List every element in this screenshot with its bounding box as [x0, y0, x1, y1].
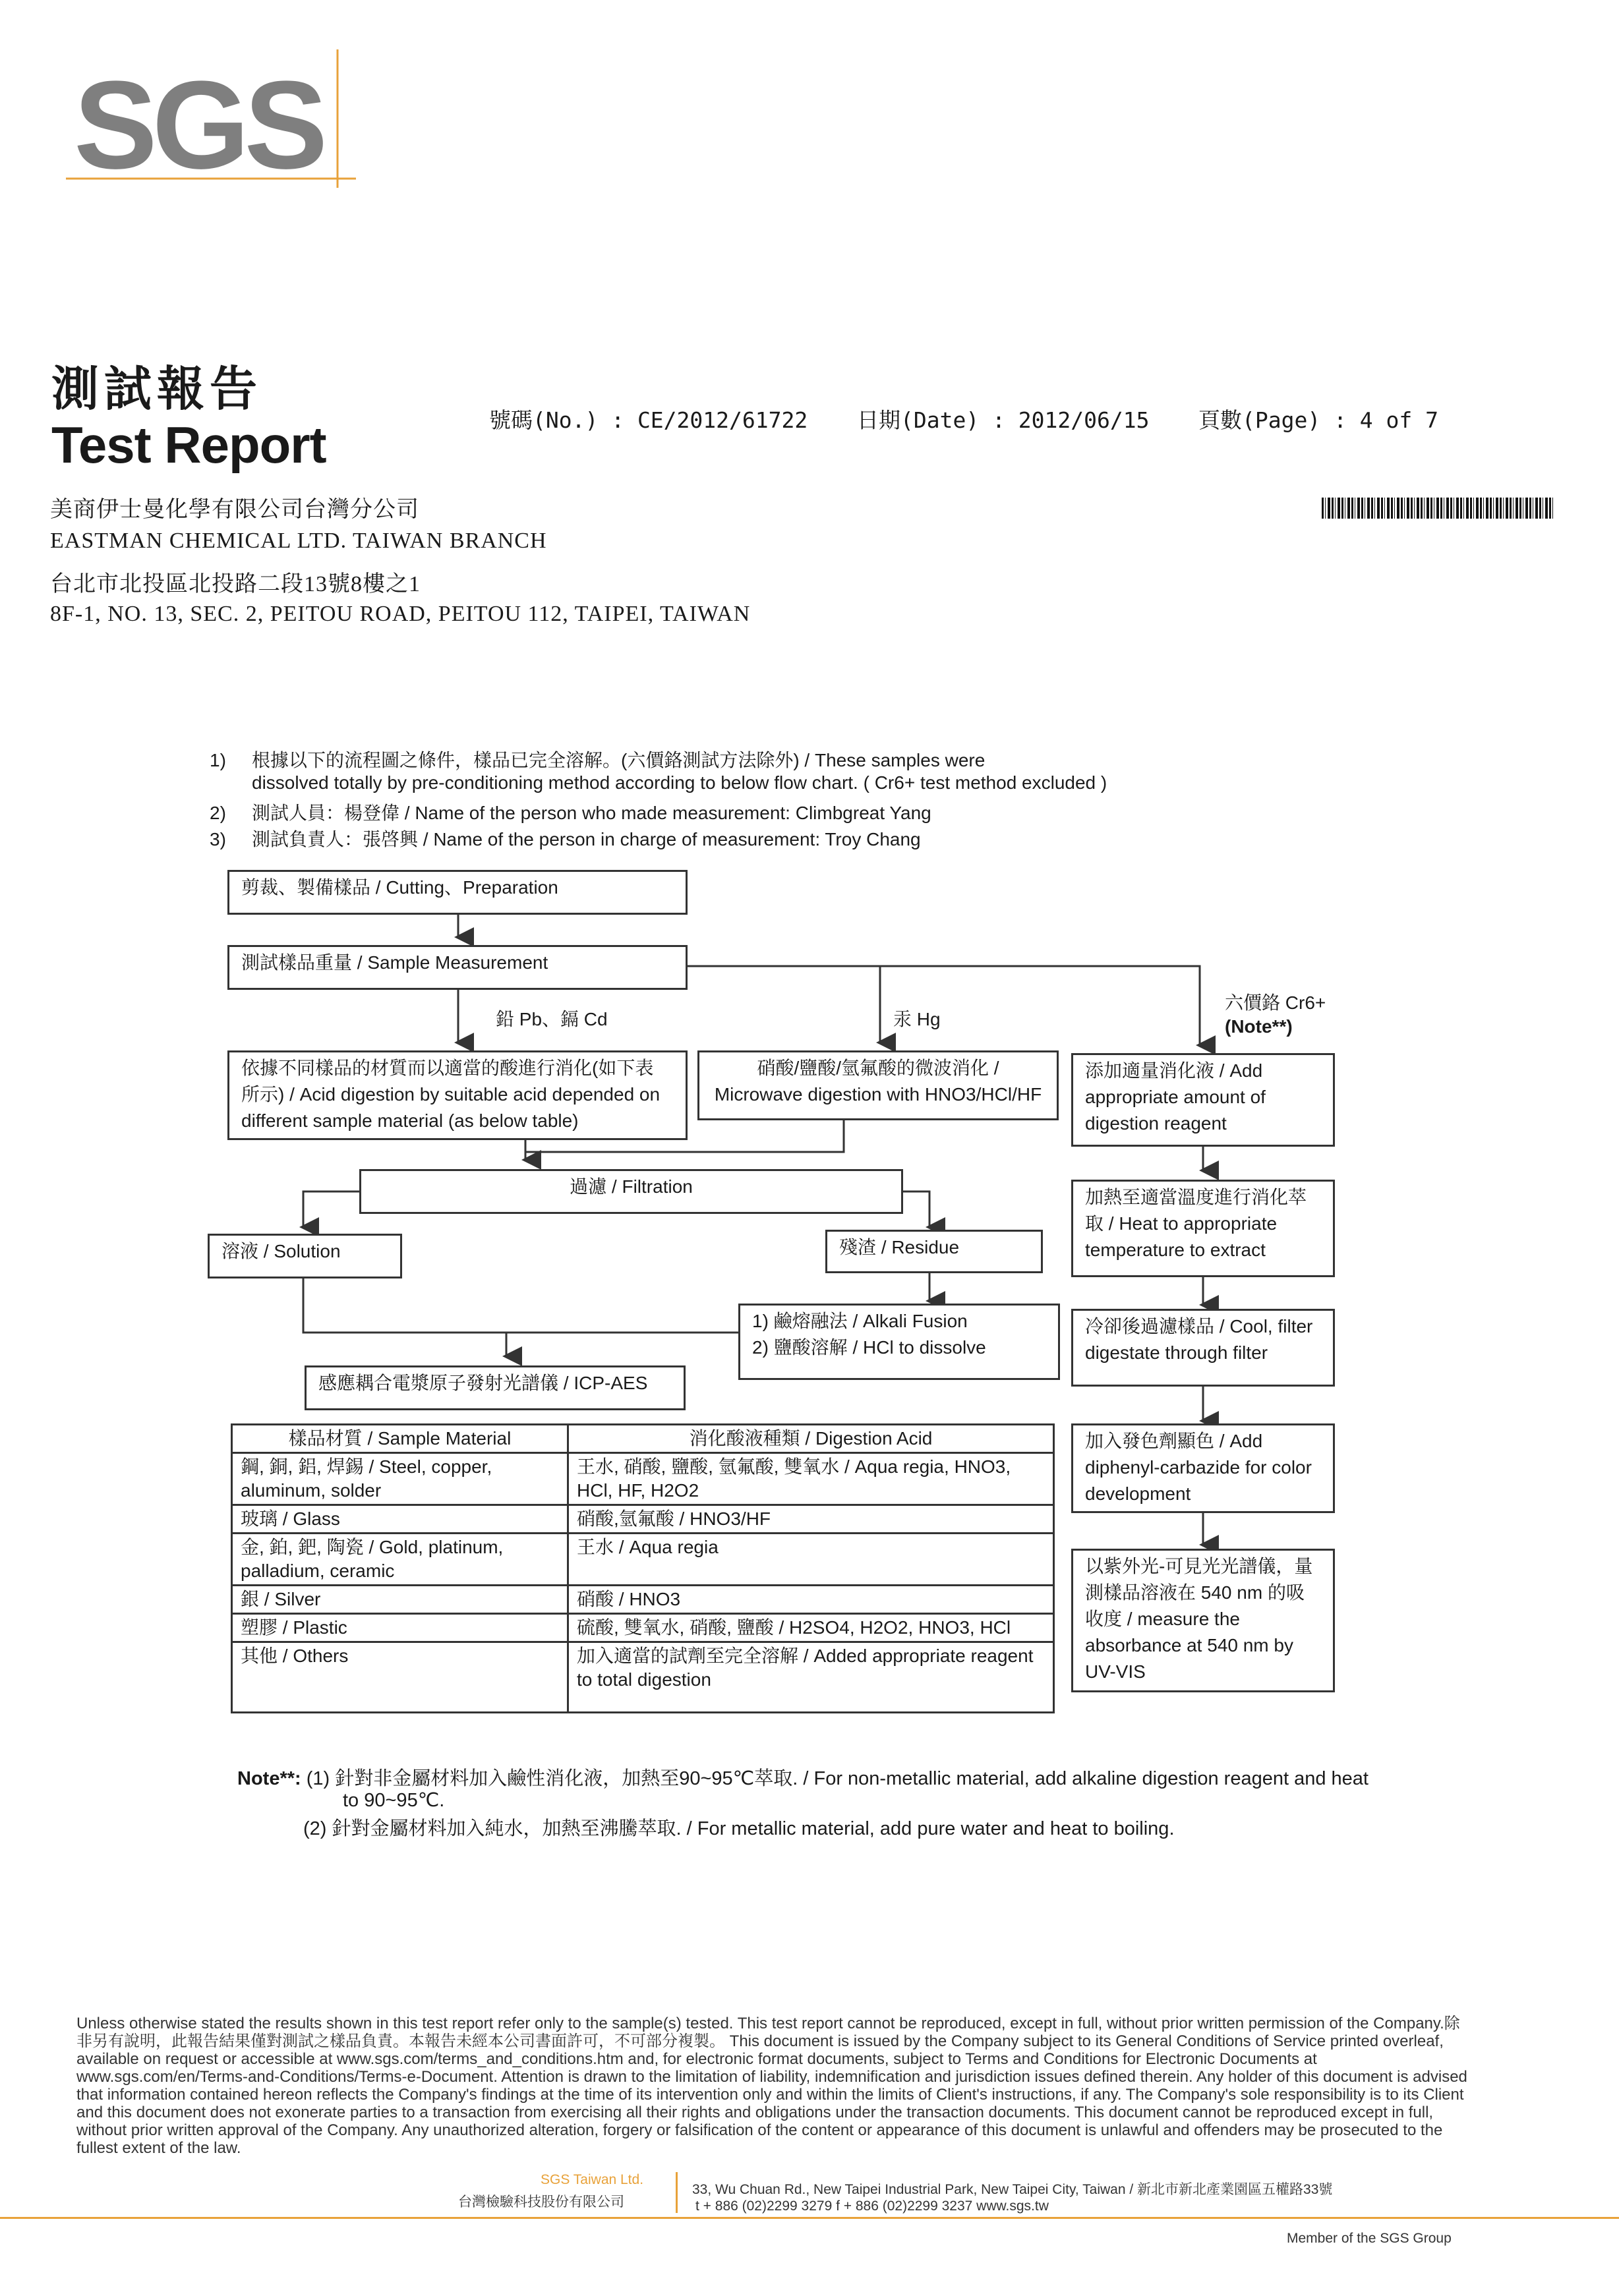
- client-name-en: EASTMAN CHEMICAL LTD. TAIWAN BRANCH: [50, 529, 547, 553]
- client-name-zh: 美商伊士曼化學有限公司台灣分公司: [50, 498, 419, 522]
- note-1: 1) 根據以下的流程圖之條件，樣品已完全溶解。(六價鉻測試方法除外) / These samples were: [210, 750, 986, 770]
- svg-text:SGS: SGS: [74, 55, 323, 188]
- cr6-step-add-reagent: 添加適量消化液 / Add appropriate amount of digestion reagent: [1071, 1053, 1335, 1147]
- note-star-2: (2) 針對金屬材料加入純水，加熱至沸騰萃取. / For metallic material, add pure water and heat to boiling.: [303, 1818, 1175, 1839]
- client-address-en: 8F-1, NO. 13, SEC. 2, PEITOU ROAD, PEITOU 112, TAIPEI, TAIWAN: [50, 602, 751, 626]
- note-3: 3) 測試負責人：張啓興 / Name of the person in charge of measurement: Troy Chang: [210, 829, 921, 849]
- table-row: 塑膠 / Plastic 硫酸, 雙氧水, 硝酸, 鹽酸 / H2SO4, H2O2, HNO3, HCl: [232, 1614, 1054, 1642]
- cutting-step: 剪裁、製備樣品 / Cutting、Preparation: [227, 870, 688, 915]
- cr6-step-color: 加入發色劑顯色 / Add diphenyl-carbazide for color development: [1071, 1423, 1335, 1513]
- table-row: 玻璃 / Glass 硝酸,氫氟酸 / HNO3/HF: [232, 1505, 1054, 1534]
- footer-member: Member of the SGS Group: [1287, 2231, 1452, 2246]
- report-number: 號碼(No.) : CE/2012/61722: [489, 407, 808, 433]
- cr6-step-cool-filter: 冷卻後過濾樣品 / Cool, filter digestate through filter: [1071, 1309, 1335, 1387]
- client-address-zh: 台北市北投區北投路二段13號8樓之1: [50, 572, 421, 596]
- digestion-acid-table: [231, 1423, 1055, 1713]
- table-row: 其他 / Others 加入適當的試劑至完全溶解 / Added appropriate reagent to total digestion: [232, 1642, 1054, 1713]
- report-title-zh: 測試報告: [51, 360, 263, 416]
- note-1-cont: dissolved totally by pre-conditioning method according to below flow chart. ( Cr6+ test method excluded ): [252, 772, 1107, 793]
- footer-company-zh: 台灣檢驗科技股份有限公司: [458, 2195, 624, 2210]
- report-title-en: Test Report: [51, 416, 326, 474]
- branch-pb-cd: 鉛 Pb、鎘 Cd: [496, 1009, 608, 1029]
- acid-digestion-step: 依據不同樣品的材質而以適當的酸進行消化(如下表 所示) / Acid digestion by suitable acid depended on different sample material (as below table): [227, 1050, 688, 1140]
- page-number: 頁數(Page) : 4 of 7: [1198, 407, 1439, 433]
- measurement-step: 測試樣品重量 / Sample Measurement: [227, 945, 688, 990]
- footer-address: 33, Wu Chuan Rd., New Taipei Industrial Park, New Taipei City, Taiwan / 新北市新北產業園區五權路33號: [692, 2182, 1333, 2197]
- footer-contact: t + 886 (02)2299 3279 f + 886 (02)2299 3237 www.sgs.tw: [695, 2198, 1049, 2214]
- branch-hg: 汞 Hg: [893, 1009, 941, 1029]
- cr6-step-uv-vis: 以紫外光-可見光光譜儀，量測樣品溶液在 540 nm 的吸收度 / measure the absorbance at 540 nm by UV-VIS: [1071, 1549, 1335, 1692]
- table-row: 金, 鉑, 鈀, 陶瓷 / Gold, platinum, palladium, ceramic 王水 / Aqua regia: [232, 1534, 1054, 1586]
- table-header-row: [232, 1425, 1054, 1453]
- residue-step: 殘渣 / Residue: [825, 1230, 1043, 1273]
- footer-company-en: SGS Taiwan Ltd.: [541, 2172, 644, 2187]
- footer-divider: [676, 2172, 678, 2213]
- table-row: 銀 / Silver 硝酸 / HNO3: [232, 1586, 1054, 1614]
- footer-rule: [0, 2217, 1619, 2219]
- filtration-step: 過濾 / Filtration: [359, 1169, 903, 1214]
- note-2: 2) 測試人員：楊登偉 / Name of the person who made measurement: Climbgreat Yang: [210, 803, 931, 823]
- solution-step: 溶液 / Solution: [208, 1234, 402, 1278]
- table-header-material: 樣品材質 / Sample Material: [232, 1425, 568, 1453]
- cr6-step-heat: 加熱至適當溫度進行消化萃取 / Heat to appropriate temperature to extract: [1071, 1180, 1335, 1277]
- note-star-1: Note**: (1) 針對非金屬材料加入鹼性消化液，加熱至90~95℃萃取. / For non-metallic material, add alkaline digestion reagent and heat: [237, 1768, 1369, 1789]
- table-header-acid: 消化酸液種類 / Digestion Acid: [568, 1425, 1054, 1453]
- note-star-1-cont: to 90~95℃.: [343, 1790, 445, 1811]
- microwave-digestion-step: 硝酸/鹽酸/氫氟酸的微波消化 / Microwave digestion with HNO3/HCl/HF: [697, 1050, 1059, 1120]
- alkali-fusion-step: 1) 鹼熔融法 / Alkali Fusion 2) 鹽酸溶解 / HCl to dissolve: [738, 1304, 1060, 1380]
- branch-cr6: 六價鉻 Cr6+: [1225, 992, 1326, 1013]
- branch-cr6-note: (Note**): [1225, 1016, 1293, 1037]
- table-row: 鋼, 銅, 鋁, 焊錫 / Steel, copper, aluminum, solder 王水, 硝酸, 鹽酸, 氫氟酸, 雙氧水 / Aqua regia, HNO3, HCl, HF, H2O2: [232, 1453, 1054, 1505]
- footer-disclaimer: Unless otherwise stated the results shown in this test report refer only to the sample(s) tested. This test report cannot be reproduced, except in full, without prior written permission of the Company.除非另有說明，此報告結果僅對測試之樣品負責。本報告未經本公司書面許可，不可部分複製。 This document is issued by the Company subject to its General Conditions of Service printed overleaf, available on request or accessible at www.sgs.com/terms_and_conditions.htm and, for electronic format documents, subject to Terms and Conditions for Electronic Documents at www.sgs.com/en/Terms-and-Conditions/Terms-e-Document. Attention is drawn to the limitation of liability, indemnification and jurisdiction issues defined therein. Any holder of this document is advised that information contained hereon reflects the Company's findings at the time of its intervention only and within the limits of Client's instructions, if any. The Company's sole responsibility is to its Client and this document does not exonerate parties to a transaction from exercising all their rights and obligations under the transaction documents. This document cannot be reproduced except in full, without prior written approval of the Company. Any unauthorized alteration, forgery or falsification of the content or appearance of this document is unlawful and offenders may be prosecuted to the fullest extent of the law.: [76, 2015, 1467, 2157]
- report-date: 日期(Date) : 2012/06/15: [857, 407, 1150, 433]
- icp-aes-step: 感應耦合電漿原子發射光譜儀 / ICP-AES: [305, 1365, 686, 1410]
